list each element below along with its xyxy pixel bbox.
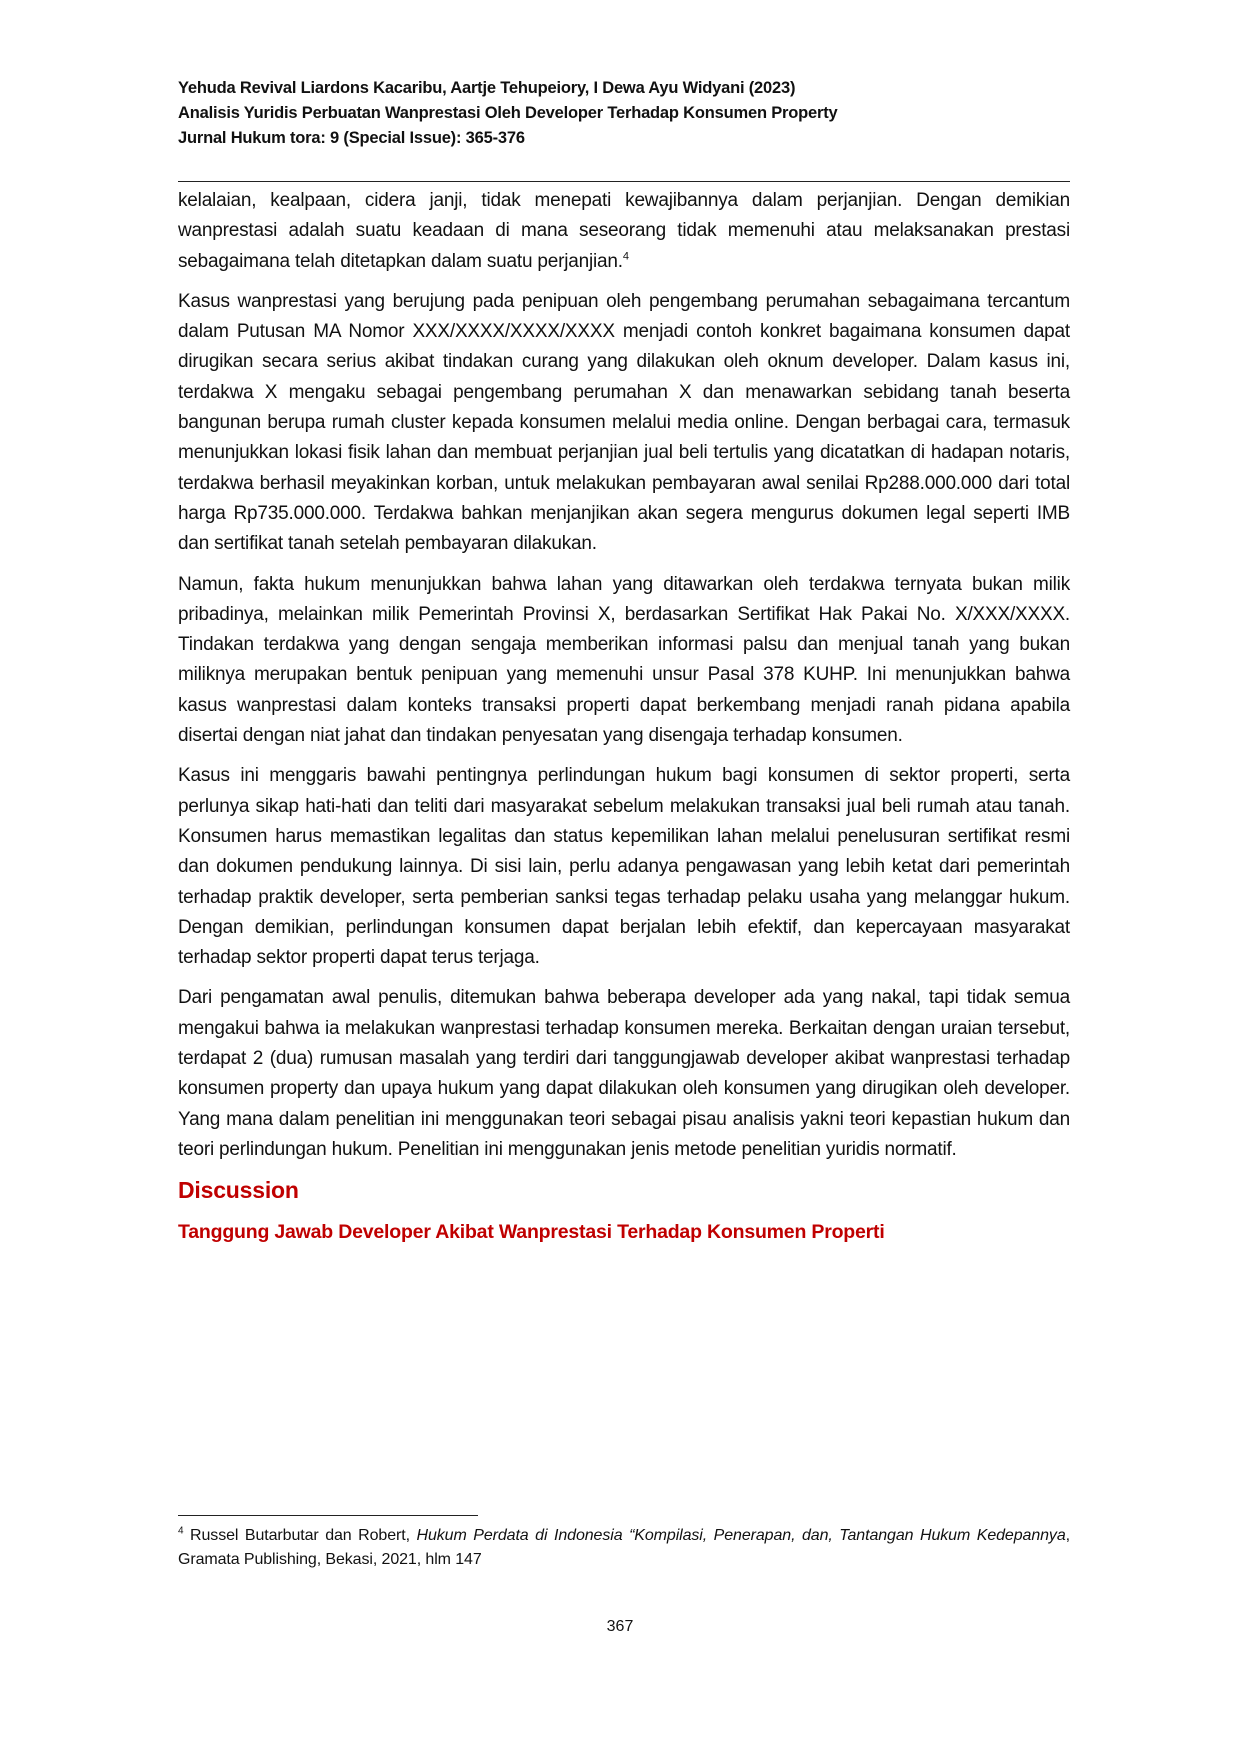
- header-article-title: Analisis Yuridis Perbuatan Wanprestasi Oleh Developer Terhadap Konsumen Property: [178, 104, 838, 122]
- footnote-number: 4: [178, 1525, 184, 1537]
- page-number: 367: [606, 1618, 634, 1635]
- paragraph-4: Kasus ini menggaris bawahi pentingnya perlindungan hukum bagi konsumen di sektor properti, serta perlunya sikap hati-hati dan teliti dari masyarakat sebelum melakukan transaksi jual beli rumah atau tanah. Konsumen harus memastikan legalitas dan status kepemilikan lahan melalui penelusuran sertifikat resmi dan dokumen pendukung lainnya. Di sisi lain, perlu adanya pengawasan yang lebih ketat dari pemerintah terhadap praktik developer, serta pemberian sanksi tegas terhadap pelaku usaha yang melanggar hukum. Dengan demikian, perlindungan konsumen dapat berjalan lebih efektif, dan kepercayaan masyarakat terhadap sektor properti dapat terus terjaga.: [178, 765, 1070, 969]
- footnote-authors: Russel Butarbutar dan Robert,: [183, 1527, 417, 1544]
- article-body: [178, 186, 1070, 1247]
- paragraph-5: Dari pengamatan awal penulis, ditemukan bahwa beberapa developer ada yang nakal, tapi tidak semua mengakui bahwa ia melakukan wanprestasi terhadap konsumen mereka. Berkaitan dengan uraian tersebut, terdapat 2 (dua) rumusan masalah yang terdiri dari tanggungjawab developer akibat wanprestasi terhadap konsumen property dan upaya hukum yang dapat dilakukan oleh konsumen yang dirugikan oleh developer. Yang mana dalam penelitian ini menggunakan teori sebagai pisau analisis yakni teori kepastian hukum dan teori perlindungan hukum. Penelitian ini menggunakan jenis metode penelitian yuridis normatif.: [178, 987, 1070, 1160]
- header-divider: [178, 181, 1070, 182]
- footnote-divider: [178, 1515, 478, 1516]
- paragraph-3: Namun, fakta hukum menunjukkan bahwa lahan yang ditawarkan oleh terdakwa ternyata bukan milik pribadinya, melainkan milik Pemerintah Provinsi X, berdasarkan Sertifikat Hak Pakai No. X/XXX/XXXX. Tindakan terdakwa yang dengan sengaja memberikan informasi palsu dan menjual tanah yang bukan miliknya merupakan bentuk penipuan yang memenuhi unsur Pasal 378 KUHP. Ini menunjukkan bahwa kasus wanprestasi dalam konteks transaksi properti dapat berkembang menjadi ranah pidana apabila disertai dengan niat jahat dan tindakan penyesatan yang disengaja terhadap konsumen.: [178, 573, 1070, 747]
- paragraph-1-text: kelalaian, kealpaan, cidera janji, tidak menepati kewajibannya dalam perjanjian. Dengan demikian wanprestasi adalah suatu keadaan di mana seseorang tidak memenuhi atau melaksanakan prestasi sebagaimana telah ditetapkan dalam suatu perjanjian.: [178, 190, 1070, 272]
- header-journal-info: Jurnal Hukum tora: 9 (Special Issue): 365-376: [178, 129, 525, 147]
- paragraph-1: [178, 186, 1070, 277]
- running-header: [178, 76, 1070, 151]
- subsection-heading: Tanggung Jawab Developer Akibat Wanprestasi Terhadap Konsumen Properti: [178, 1221, 885, 1244]
- footnote-publication: , Gramata Publishing, Bekasi, 2021, hlm 147: [178, 1527, 1070, 1568]
- paragraph-2: Kasus wanprestasi yang berujung pada penipuan oleh pengembang perumahan sebagaimana tercantum dalam Putusan MA Nomor XXX/XXXX/XXXX/XXXX menjadi contoh konkret bagaimana konsumen dapat dirugikan secara serius akibat tindakan curang yang dilakukan oleh oknum developer. Dalam kasus ini, terdakwa X mengaku sebagai pengembang perumahan X dan menawarkan sebidang tanah beserta bangunan berupa rumah cluster kepada konsumen melalui media online. Dengan berbagai cara, termasuk menunjukkan lokasi fisik lahan dan membuat perjanjian jual beli tertulis yang dicatatkan di hadapan notaris, terdakwa berhasil meyakinkan korban, untuk melakukan pembayaran awal senilai Rp288.000.000 dari total harga Rp735.000.000. Terdakwa bahkan menjanjikan akan segera mengurus dokumen legal seperti IMB dan sertifikat tanah setelah pembayaran dilakukan.: [178, 290, 1070, 555]
- footnote-book-title: Hukum Perdata di Indonesia “Kompilasi, Penerapan, dan, Tantangan Hukum Kedepannya: [416, 1527, 1066, 1544]
- header-authors: Yehuda Revival Liardons Kacaribu, Aartje Tehupeiory, I Dewa Ayu Widyani (2023): [178, 79, 796, 97]
- section-heading-discussion: Discussion: [178, 1177, 299, 1204]
- footnote-4: [178, 1524, 1070, 1572]
- footnote-ref-4[interactable]: 4: [622, 250, 629, 263]
